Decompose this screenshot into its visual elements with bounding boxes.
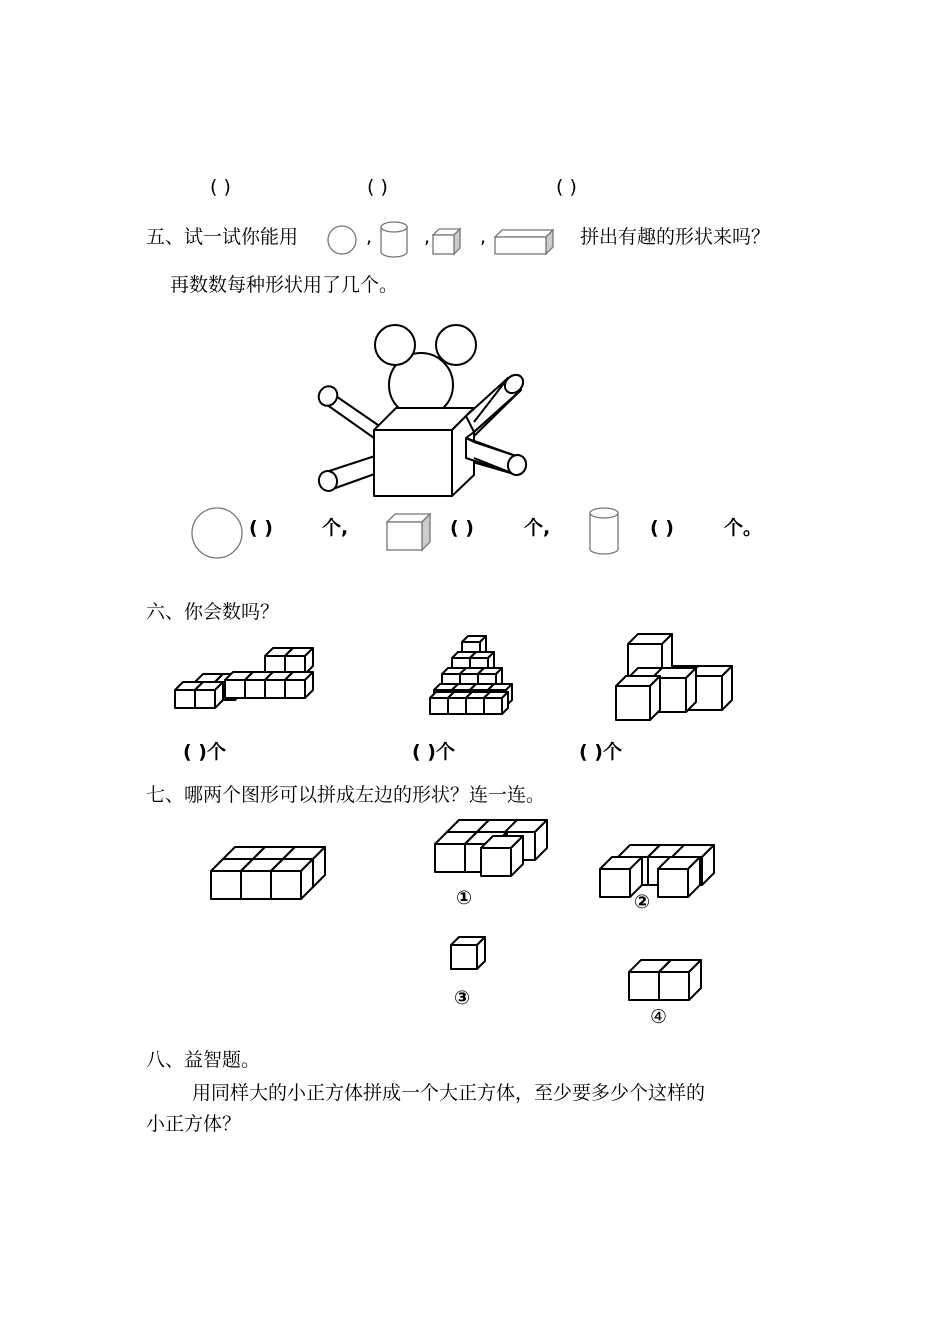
cube-body — [374, 408, 474, 496]
sphere-answer-icon — [190, 507, 246, 559]
cylinder-arm-upper-left — [315, 383, 378, 438]
cube-answer-icon — [385, 512, 433, 552]
cuboid-icon — [494, 229, 556, 257]
cylinder-count-unit: 个。 — [724, 517, 763, 539]
robot-figure — [316, 320, 536, 500]
sphere-icon — [326, 224, 358, 256]
sphere-count-blank[interactable]: ( ) — [249, 517, 273, 539]
cylinder-icon — [378, 220, 410, 260]
top-blank-2[interactable]: ( ) — [367, 176, 388, 198]
option-shape-4[interactable] — [626, 957, 708, 1003]
option-shape-3[interactable] — [448, 934, 488, 974]
cylinder-count-blank[interactable]: ( ) — [650, 517, 674, 539]
cube-count-unit: 个, — [524, 517, 551, 539]
cube-icon — [432, 228, 462, 256]
option-shape-1[interactable] — [432, 818, 540, 878]
comma-3: , — [480, 226, 487, 248]
section5-question: 拼出有趣的形状来吗？ — [580, 226, 771, 248]
count-blank-3[interactable]: ( )个 — [579, 741, 622, 763]
cube-stack-figure-1 — [172, 646, 322, 712]
target-shape — [208, 844, 330, 904]
cube-count-blank[interactable]: ( ) — [450, 517, 474, 539]
top-blank-3[interactable]: ( ) — [556, 176, 577, 198]
section5-subtitle: 再数数每种形状用了几个。 — [170, 274, 399, 296]
section8-line1: 用同样大的小正方体拼成一个大正方体，至少要多少个这样的 — [192, 1082, 706, 1104]
count-blank-2[interactable]: ( )个 — [412, 741, 455, 763]
option-label-1: ① — [456, 887, 473, 909]
section8-line2: 小正方体？ — [146, 1113, 242, 1135]
cylinder-arm-lower-left — [317, 455, 380, 493]
sphere-ear-left — [375, 325, 415, 365]
cube-stack-figure-2 — [428, 634, 520, 716]
count-blank-1[interactable]: ( )个 — [183, 741, 226, 763]
sphere-count-unit: 个, — [322, 517, 349, 539]
option-label-4: ④ — [650, 1006, 668, 1028]
option-label-3: ③ — [454, 987, 471, 1009]
section8-title: 八、益智题。 — [146, 1049, 261, 1071]
option-label-2: ② — [634, 891, 651, 913]
comma-2: , — [424, 226, 431, 248]
section5-title: 五、试一试你能用 — [146, 226, 299, 248]
comma-1: , — [366, 226, 373, 248]
section6-title: 六、你会数吗？ — [146, 601, 280, 623]
cylinder-answer-icon — [587, 505, 621, 557]
section7-title: 七、哪两个图形可以拼成左边的形状？连一连。 — [146, 784, 546, 806]
cube-stack-figure-3 — [612, 632, 736, 724]
top-blank-1[interactable]: ( ) — [210, 176, 231, 198]
sphere-ear-right — [436, 325, 476, 365]
option-shape-2[interactable] — [598, 843, 722, 901]
